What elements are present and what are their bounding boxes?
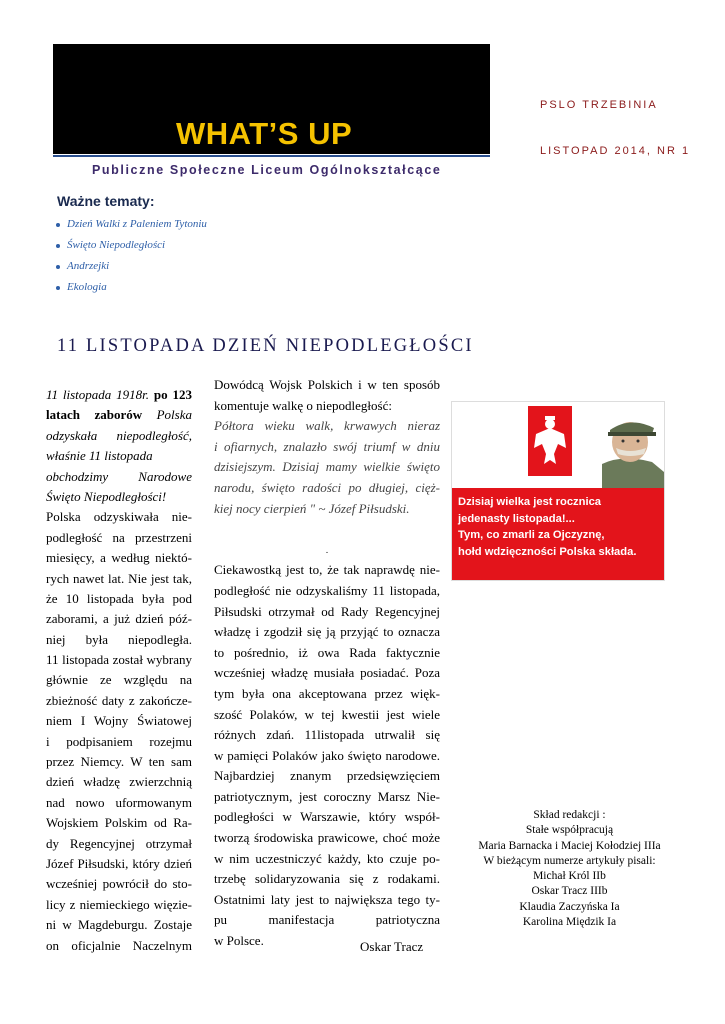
article-line: on oficjalnie Naczelnym bbox=[46, 937, 192, 953]
article-author: Oskar Tracz bbox=[360, 939, 424, 954]
bullet-icon bbox=[56, 265, 60, 269]
article-line: władzę i zgodził się ją przyjąć to oznacza bbox=[214, 624, 440, 640]
article-line: zbieżność daty z zakończe- bbox=[46, 692, 192, 708]
bullet-icon bbox=[56, 286, 60, 290]
article-line: niem I Wojny Światowej bbox=[46, 713, 192, 729]
article-line: patriotycznym, jest coroczny Marsz Nie- bbox=[214, 788, 440, 804]
side-school-label: PSLO TRZEBINIA bbox=[540, 99, 658, 111]
credits-line: Klaudia Zaczyńska Ia bbox=[519, 900, 620, 913]
article-column-2 bbox=[214, 375, 440, 952]
credits-line: Skład redakcji : bbox=[533, 809, 606, 821]
poster-text bbox=[458, 494, 663, 560]
credits-line: W bieżącym numerze artykuły pisali: bbox=[483, 854, 656, 867]
article-line: tworzą środowiska prawicowe, choć może bbox=[214, 830, 440, 846]
article-line: wcześniej władzę musiała posiadać. Poza bbox=[214, 665, 440, 681]
quote-line: narodu, święto radości po długiej, cięż- bbox=[214, 479, 440, 495]
masthead-underline bbox=[53, 155, 490, 157]
article-headline: 11 LISTOPADA DZIEŃ NIEPODLEGŁOŚCI bbox=[57, 336, 474, 356]
credits-line: Michał Król IIb bbox=[533, 870, 606, 883]
article-line: szość Polaków, w tej kwestii jest wiele bbox=[214, 706, 440, 722]
topics-list bbox=[55, 214, 207, 298]
independence-poster bbox=[451, 401, 665, 581]
article-line: odzyskała niepodległość, bbox=[46, 427, 192, 443]
school-name: Publiczne Społeczne Liceum Ogólnokształcące bbox=[92, 163, 442, 177]
article-line: latach zaborów Polska bbox=[46, 407, 192, 423]
article-line: w pamięci Polaków jako święto narodowe. bbox=[214, 747, 440, 763]
bullet-icon bbox=[56, 244, 60, 248]
article-line: to pośrednio, iż owa Rada faktycznie bbox=[214, 644, 440, 660]
article-line: podległość na przestrzeni bbox=[46, 529, 192, 545]
topic-item[interactable]: Andrzejki bbox=[55, 256, 207, 277]
article-line: niej była niepodległa. bbox=[46, 631, 192, 647]
article-line: podległości w Warszawie, który współ- bbox=[214, 809, 440, 825]
article-line: rych nawet lat. Nie jest tak, bbox=[46, 570, 192, 586]
article-line: miesięcy, a według niektó- bbox=[46, 550, 192, 566]
topic-item[interactable]: Ekologia bbox=[55, 277, 207, 298]
article-line: różnych zdań. 11listopada utrwalił się bbox=[214, 727, 440, 743]
poster-line: hołd wdzięczności Polska składa. bbox=[458, 545, 637, 558]
article-line: pu manifestacja patriotyczna bbox=[214, 912, 440, 928]
article-line: dy Regencyjnej otrzymał bbox=[46, 835, 192, 851]
article-line: wcześniej powrócił do sto- bbox=[46, 876, 192, 892]
poster-line: jedenasty listopada!... bbox=[458, 512, 575, 525]
article-line: właśnie 11 listopada bbox=[46, 448, 153, 464]
article-column-1 bbox=[46, 385, 192, 956]
poster-artwork bbox=[452, 402, 664, 488]
article-line: podległość nie odzyskaliśmy 11 listopada, bbox=[214, 582, 440, 598]
poster-line: Dzisiaj wielka jest rocznica bbox=[458, 496, 602, 508]
article-line: Ostatnimi laty jest to największa tego ty- bbox=[214, 891, 440, 907]
credits-line: Maria Barnacka i Maciej Kołodziej IIIa bbox=[478, 839, 661, 852]
article-line: Najbardziej znanym przedsięwzięciem bbox=[214, 768, 440, 784]
article-line: Wojskiem Polskim od Ra- bbox=[46, 815, 192, 831]
bullet-icon bbox=[56, 223, 60, 227]
quote-line: i ofiarnych, znalazło swój triumf w dniu bbox=[214, 438, 440, 454]
poster-line: Tym, co zmarli za Ojczyznę, bbox=[458, 529, 605, 541]
article-line: Józef Piłsudski, który dzień bbox=[46, 855, 192, 871]
article-line: w nim uczestniczyć każdy, kto czuje po- bbox=[214, 850, 440, 866]
credits-line: Stałe współpracują bbox=[525, 824, 614, 837]
article-line: komentuje walkę o niepodległość: bbox=[214, 397, 392, 413]
article-line: Święto Niepodległości! bbox=[46, 488, 167, 504]
quote-line: kiej nocy cierpień " ~ Józef Piłsudski. bbox=[214, 500, 410, 516]
article-line: ni w Magdeburgu. Zostaje bbox=[46, 917, 192, 933]
article-line: głównie ze względu na bbox=[46, 672, 192, 688]
article-line: Piłsudski otrzymał od Rady Regencyjnej bbox=[214, 603, 440, 619]
article-line: że 10 listopada była pod bbox=[46, 590, 192, 606]
separator-dot: . bbox=[325, 544, 329, 555]
article-line: nad nowo uformowanym bbox=[46, 794, 192, 810]
article-line: i podpisaniem rozejmu bbox=[46, 733, 192, 749]
credits-line: Karolina Międzik Ia bbox=[522, 916, 617, 929]
article-line: zaborami, a już dzień póź- bbox=[46, 611, 192, 627]
credits-line: Oskar Tracz IIIb bbox=[531, 885, 608, 898]
article-line: dzień władzę zwierzchnią bbox=[46, 774, 192, 790]
topic-item[interactable]: Święto Niepodległości bbox=[55, 235, 207, 256]
topic-item[interactable]: Dzień Walki z Paleniem Tytoniu bbox=[55, 214, 207, 235]
issue-label: LISTOPAD 2014, NR 1 bbox=[540, 145, 691, 157]
article-line: w Polsce. bbox=[214, 933, 264, 949]
article-line: 11 listopada został wybrany bbox=[46, 652, 192, 668]
article-line: trzebę solidaryzowania się z rodakami. bbox=[214, 871, 440, 887]
article-line: Dowódcą Wojsk Polskich i w ten sposób bbox=[214, 377, 440, 392]
article-line: Polska odzyskiwała nie- bbox=[46, 509, 192, 525]
quote-line: dzisiejszym. Dzisiaj mamy wielkie święto bbox=[214, 459, 440, 475]
article-line: Ciekawostką jest to, że tak naprawdę nie- bbox=[214, 562, 440, 578]
quote-line: Półtora wieku walk, krwawych nieraz bbox=[214, 418, 440, 434]
article-line: przez Niemcy. W ten sam bbox=[46, 754, 192, 770]
newsletter-title: WHAT’S UP bbox=[176, 116, 353, 151]
article-line: licy z niemieckiego więzie- bbox=[46, 896, 192, 912]
article-line: obchodzimy Narodowe bbox=[46, 468, 192, 484]
topics-heading: Ważne tematy: bbox=[57, 193, 155, 209]
article-line: tym była ona akceptowana przez więk- bbox=[214, 685, 440, 701]
article-line: 11 listopada 1918r. po 123 bbox=[46, 387, 192, 402]
editorial-credits bbox=[452, 808, 687, 930]
